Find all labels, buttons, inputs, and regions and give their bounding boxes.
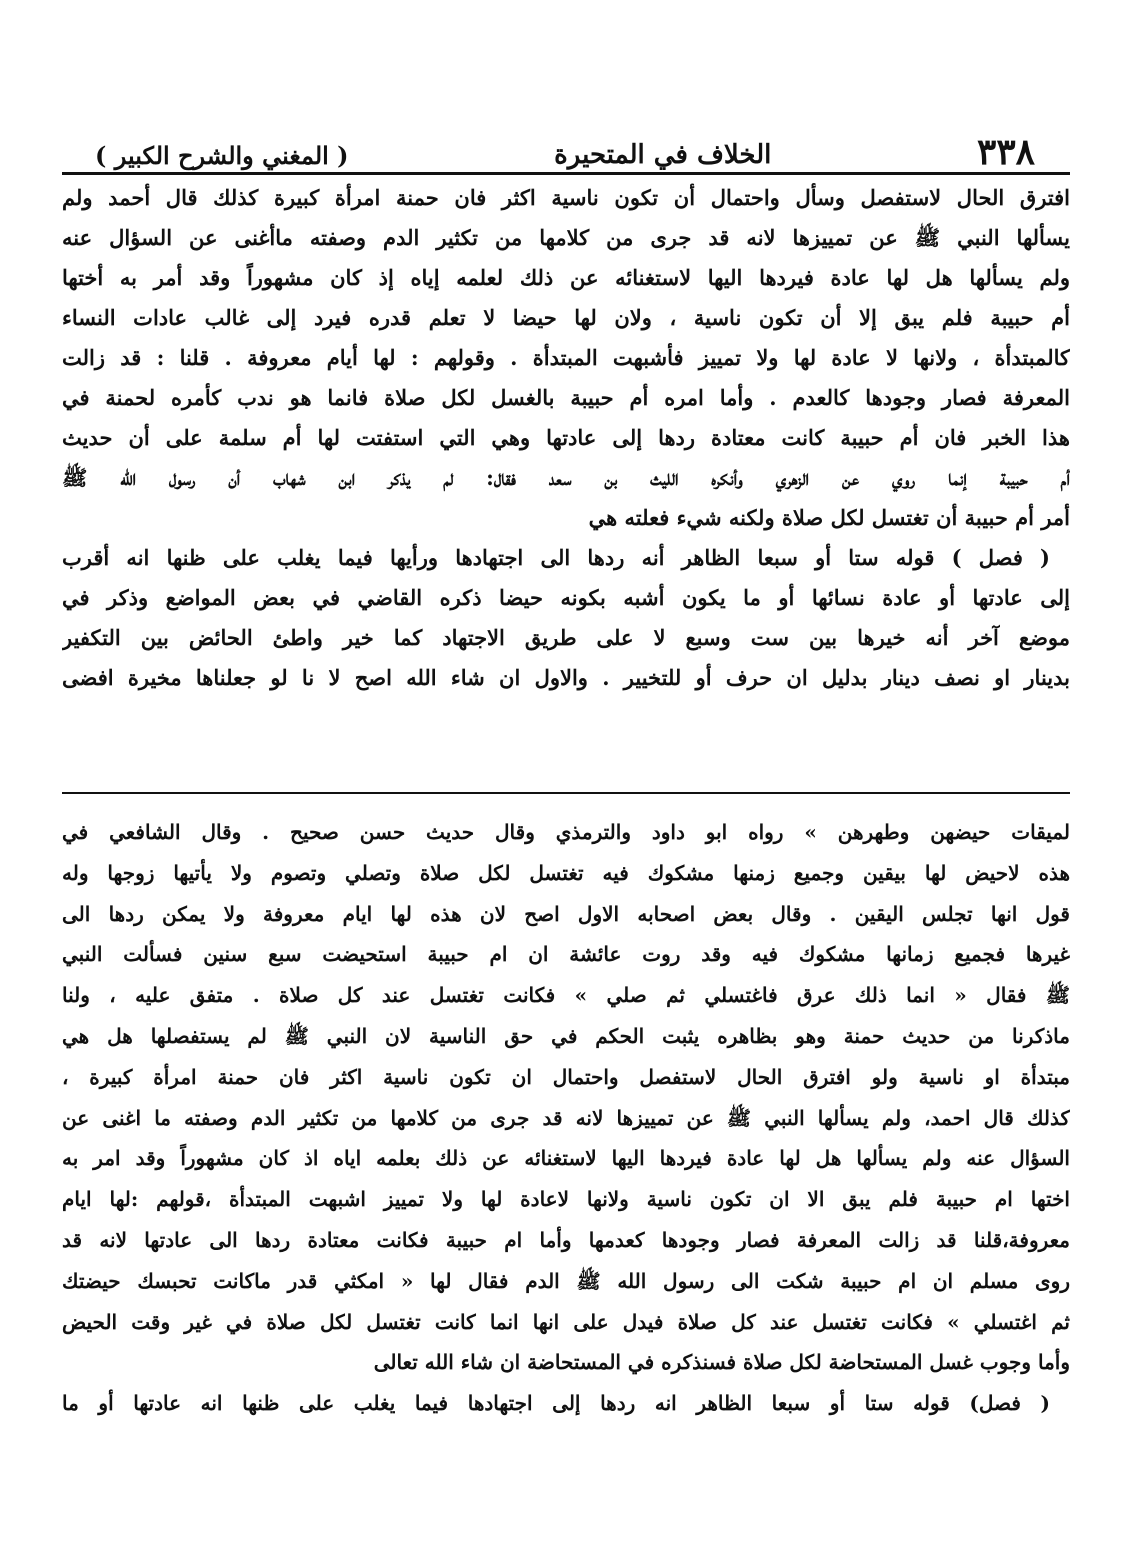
commentary-line: ﷺ فقال « انما ذلك عرق فاغتسلي ثم صلي » فكانت تغتسل عند كل صلاة . متفق عليه ، ولنا [62, 983, 1070, 1008]
text-line: أم حبيبة فلم يبق إلا أن تكون ناسية ، ولان لها حيضا لا تعلم قدره فيرد إلى غالب عادات النساء [62, 305, 1070, 330]
commentary-line: وأما وجوب غسل المستحاضة لكل صلاة فسنذكره في المستحاضة ان شاء الله تعالى [373, 1350, 1070, 1375]
text-line: ولم يسألها هل لها عادة فيردها اليها لاستغنائه عن ذلك لعلمه إياه إذ كان مشهوراً وقد أمر به أختها [62, 265, 1070, 290]
commentary-line: اختها ام حبيبة فلم يبق الا ان تكون ناسية ولانها لاعادة لها ولا تمييز اشبهت المبتدأة ،قولهم :لها ايام [62, 1187, 1070, 1212]
header-divider [62, 172, 1070, 175]
section-divider [62, 792, 1070, 794]
commentary-line: السؤال عنه ولم يسألها هل لها عادة فيردها اليها لاستغنائه عن ذلك بعلمه اياه اذ كان مشهوراً وقد امر به [62, 1146, 1070, 1171]
commentary-line: قول انها تجلس اليقين . وقال بعض اصحابه الاول اصح لان هذه لها ايام معروفة ولا يمكن ردها الى [62, 901, 1070, 926]
commentary-line: معروفة،قلنا قد زالت المعرفة فصار وجودها كعدمها وأما ام حبيبة فكانت معتادة ردها الى عادتها لانه قد [62, 1227, 1070, 1252]
text-line: إلى عادتها أو عادة نسائها أو ما يكون أشبه بكونه حيضا ذكره القاضي في بعض المواضع وذكر في [62, 585, 1070, 610]
section-heading-line: ( فصل ) قوله ستا أو سبعا الظاهر أنه ردها الى اجتهادها ورأيها فيما يغلب على ظنها انه أقرب [62, 545, 1050, 570]
commentary-line: روى مسلم ان ام حبيبة شكت الى رسول الله ﷺ الدم فقال لها « امكثي قدر ماكانت تحبسك حيضتك [62, 1268, 1070, 1293]
commentary-line: ثم اغتسلي » فكانت تغتسل عند كل صلاة فيدل على انها انما كانت تغتسل لكل صلاة في غير وقت الحيض [62, 1309, 1070, 1334]
commentary-line: ماذكرنا من حديث حمنة وهو بظاهره يثبت الحكم في حق الناسية لان النبي ﷺ لم يستفصلها هل هي [62, 1023, 1070, 1048]
text-line: يسألها النبي ﷺ عن تمييزها لانه قد جرى من كلامها من تكثير الدم وصفته ماأغنى عن السؤال عنه [62, 225, 1070, 250]
page-number: ٣٣٨ [976, 131, 1035, 173]
section-heading-line: ( فصل) قوله ستا أو سبعا الظاهر انه ردها إلى اجتهادها فيما يغلب على ظنها انه عادتها أو ما [62, 1391, 1050, 1416]
book-title: ( المغني والشرح الكبير ) [95, 141, 349, 170]
text-line: موضع آخر أنه خيرها بين ست وسبع لا على طريق الاجتهاد كما خير واطئ الحائض بين التكفير [62, 625, 1070, 650]
text-line: كالمبتدأة ، ولانها لا عادة لها ولا تمييز فأشبهت المبتدأة . وقولهم : لها أيام معروفة . قلنا : قد زالت [62, 345, 1070, 370]
commentary-line: هذه لاحيض لها بيقين وجميع زمنها مشكوك فيه تغتسل لكل صلاة وتصلي وتصوم ولا يأتيها زوجها وله [62, 860, 1070, 885]
text-line: أم حبيبة إنما روي عن الزهري وأنكره الليث بن سعد فقال: لم يذكر ابن شهاب أن رسول الله ﷺ [62, 465, 1070, 490]
page-header [95, 120, 1035, 173]
commentary-text [62, 812, 1070, 1424]
commentary-line: لميقات حيضهن وطهرهن » رواه ابو داود والترمذي وقال حديث حسن صحيح . وقال الشافعي في [62, 820, 1070, 844]
text-line: المعرفة فصار وجودها كالعدم . وأما امره أم حبيبة بالغسل لكل صلاة فانما هو ندب كأمره لحمنة في [62, 385, 1070, 410]
commentary-line: مبتدأة او ناسية ولو افترق الحال لاستفصل واحتمال ان تكون ناسية اكثر فان حمنة امرأة كبيرة ، [62, 1064, 1070, 1089]
text-line: افترق الحال لاستفصل وسأل واحتمال أن تكون ناسية اكثر فان حمنة امرأة كبيرة كذلك قال أحمد ولم [62, 185, 1070, 210]
text-line: بدينار او نصف دينار بدليل ان حرف أو للتخيير . والاول ان شاء الله اصح لا نا لو جعلناها مخيرة افضى [62, 665, 1070, 690]
main-text [62, 178, 1070, 698]
text-line: هذا الخبر فان أم حبيبة كانت معتادة ردها إلى عادتها وهي التي استفتت لها أم سلمة على أن حديث [62, 425, 1070, 450]
text-line: أمر أم حبيبة أن تغتسل لكل صلاة ولكنه شيء فعلته هي [588, 505, 1070, 530]
commentary-line: غيرها فجميع زمانها مشكوك فيه وقد روت عائشة ان ام حبيبة استحيضت سبع سنين فسألت النبي [62, 942, 1070, 967]
commentary-line: كذلك قال احمد، ولم يسألها النبي ﷺ عن تمييزها لانه قد جرى من كلامها من تكثير الدم وصفته ما اغنى عن [62, 1105, 1070, 1130]
running-title: الخلاف في المتحيرة [554, 140, 772, 170]
